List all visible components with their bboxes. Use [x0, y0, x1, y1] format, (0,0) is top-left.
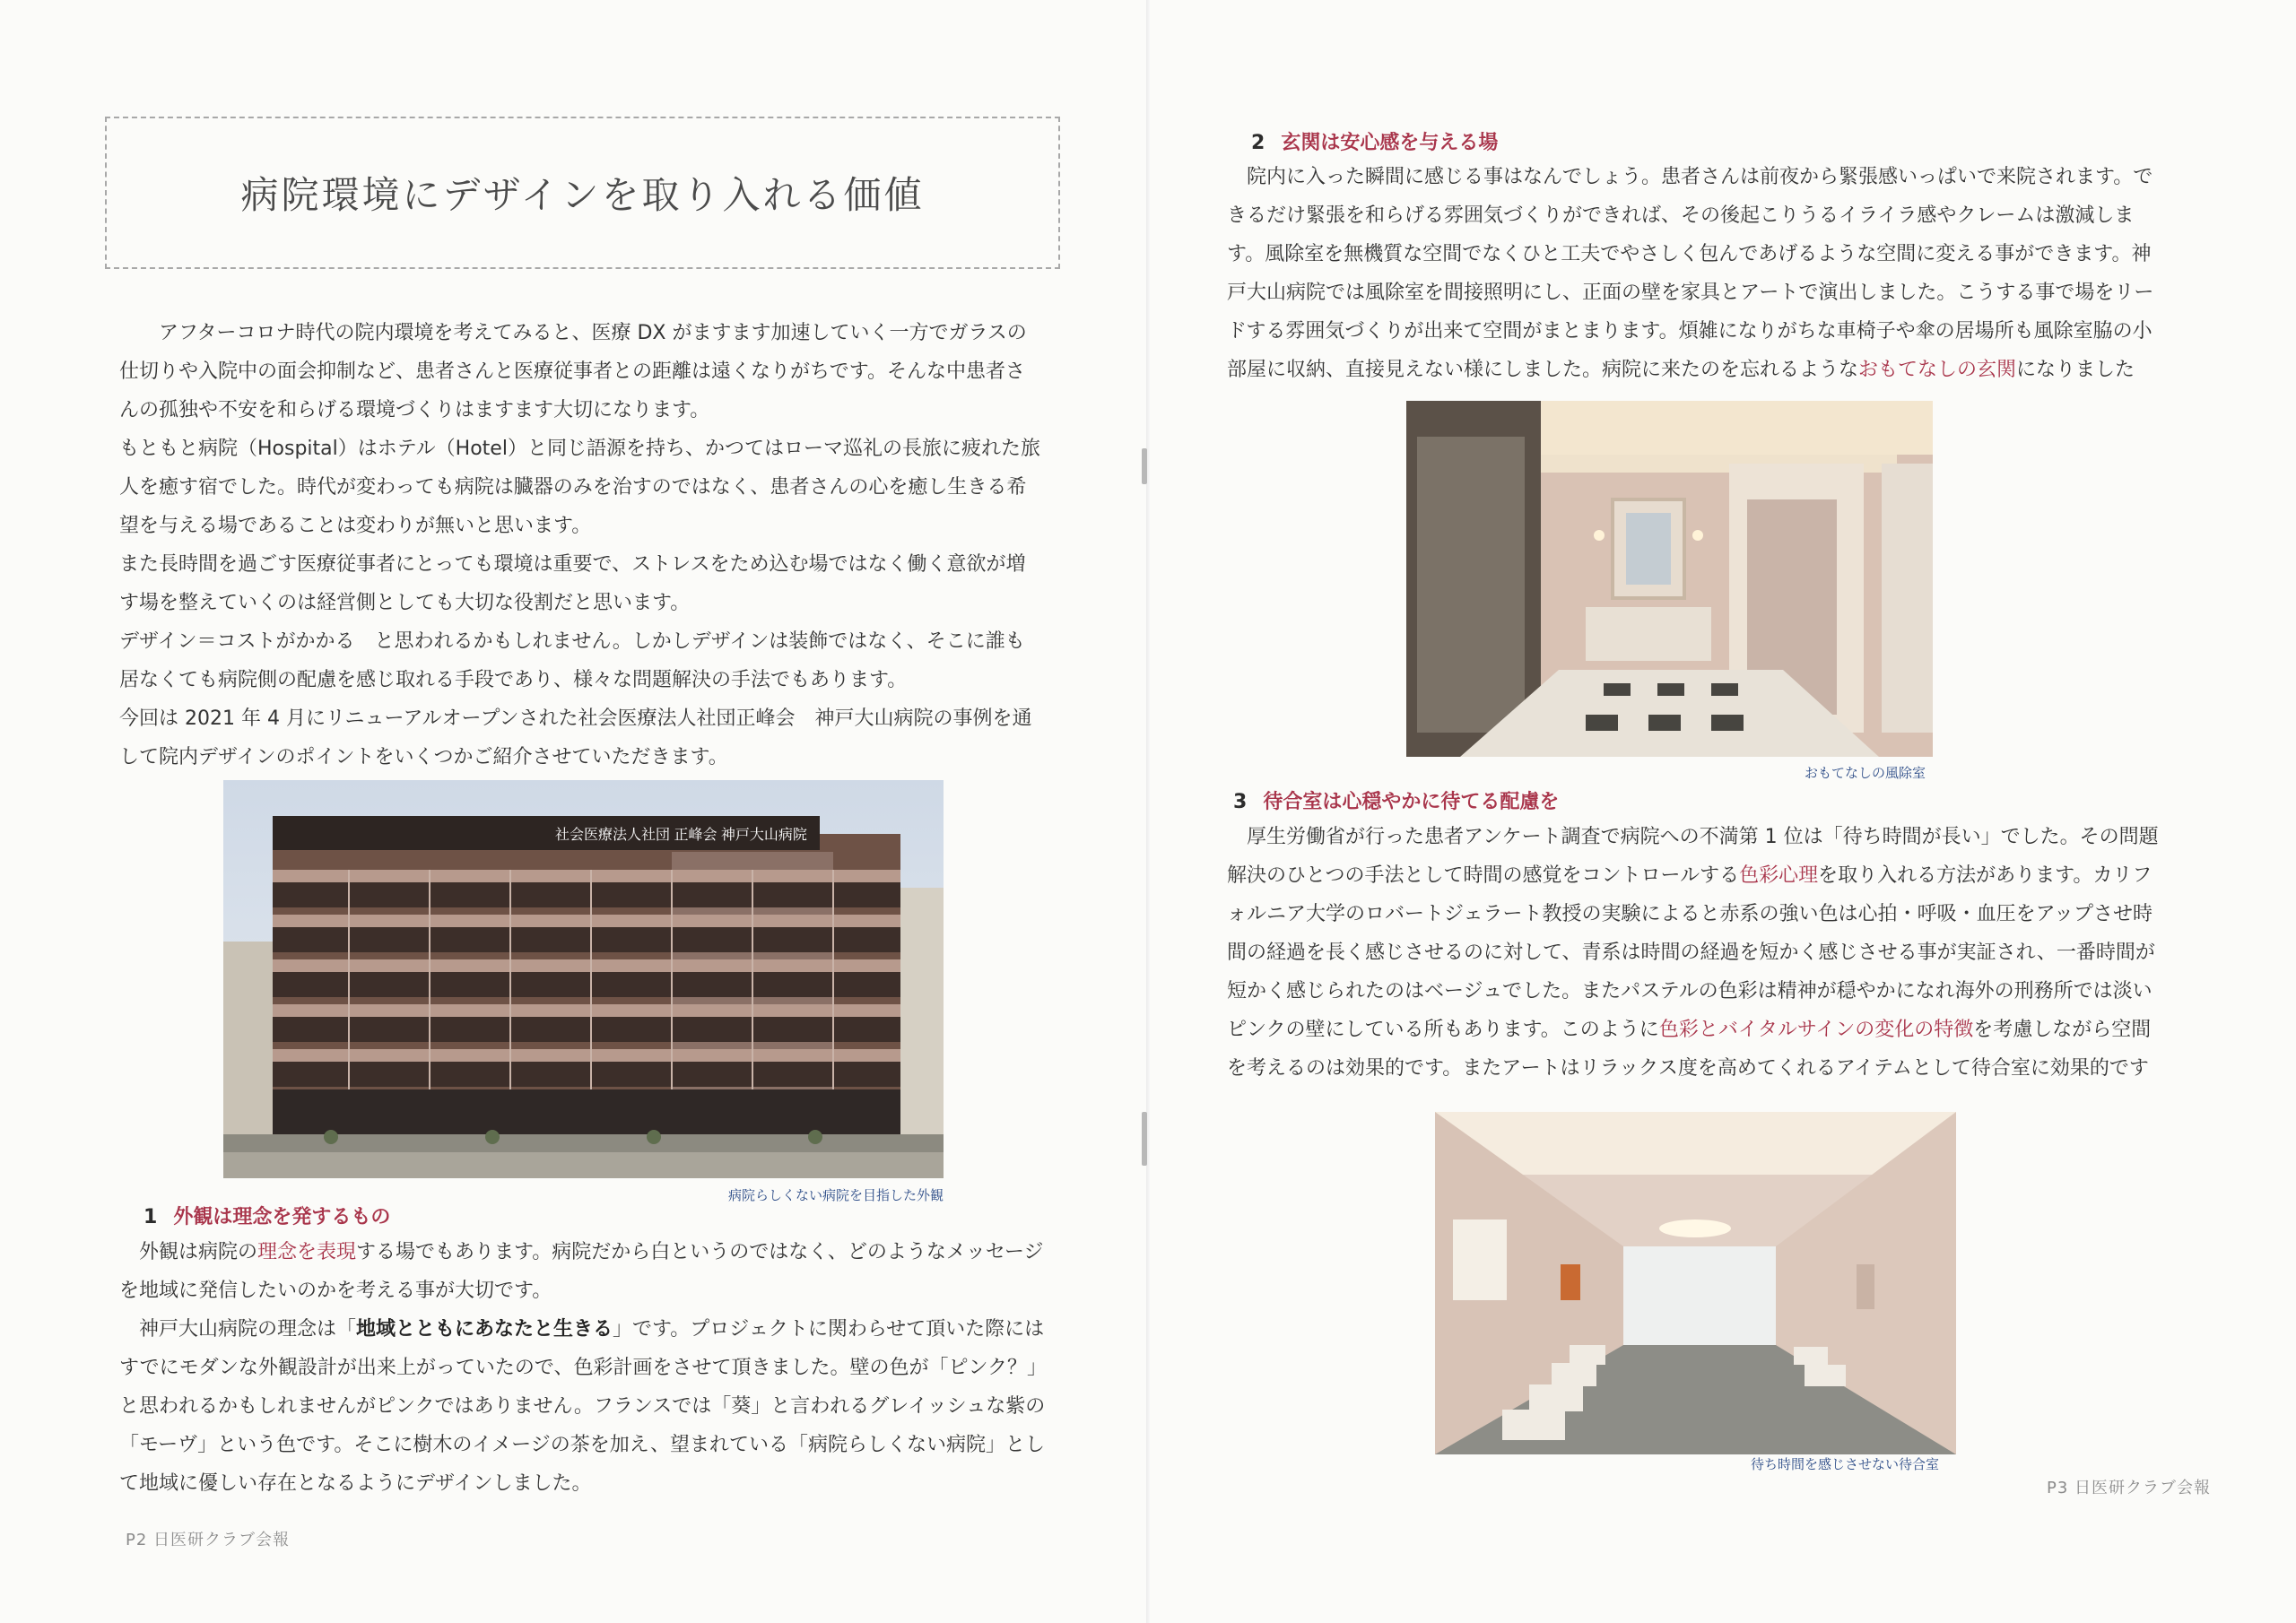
section-1-p2-bold: 地域とともにあなたと生きる [356, 1318, 613, 1341]
section-3-emphasis-2: 色彩とバイタルサインの変化の特徴 [1658, 1019, 1974, 1041]
section-2-heading [1251, 127, 1498, 155]
entrance-vestibule-photo [1406, 401, 1933, 757]
section-1-number: 1 [144, 1206, 158, 1228]
article-title: 病院環境にデザインを取り入れる価値 [240, 173, 925, 217]
intro-paragraph-3: また長時間を過ごす医療従事者にとっても環境は重要で、ストレスをため込む場ではなく働く意欲が増す場を整えていくのは経営側としても大切な役割だと思います。 [119, 553, 1026, 614]
section-1-paragraph-1 [119, 1233, 1052, 1310]
waiting-room-photo [1435, 1112, 1956, 1454]
article-title-box [105, 117, 1060, 269]
section-3-number: 3 [1233, 791, 1248, 813]
section-3-emphasis-1: 色彩心理 [1739, 864, 1819, 887]
section-2-number: 2 [1251, 132, 1265, 154]
left-page [0, 0, 1146, 1623]
section-1-text [119, 1233, 1052, 1503]
right-page-footer: P3 日医研クラブ会報 [2047, 1479, 2212, 1497]
intro-paragraph-2: もともと病院（Hospital）はホテル（Hotel）と同じ語源を持ち、かつてはローマ巡礼の長旅に疲れた旅人を癒す宿でした。時代が変わっても病院は臓器のみを治すのではなく、患者さんの心を癒し生きる希望を与える場であることは変わりが無いと思います。 [119, 438, 1040, 537]
intro-paragraph-5: 今回は 2021 年 4 月にリニューアルオープンされた社会医療法人社団正峰会 神戸大山病院の事例を通して院内デザインのポイントをいくつかご紹介させていただきます。 [119, 707, 1032, 768]
section-2-text-b: になりました [2016, 359, 2135, 381]
vestibule-photo-caption: おもてなしの風除室 [1805, 765, 1926, 781]
section-2-text [1227, 158, 2160, 389]
section-1-p2-text-a: 神戸大山病院の理念は「 [139, 1318, 357, 1341]
section-3-title: 待合室は心穏やかに待てる配慮を [1263, 791, 1560, 813]
section-1-paragraph-2 [119, 1310, 1052, 1503]
section-2-title: 玄関は安心感を与える場 [1281, 132, 1499, 154]
section-2-text-a: 院内に入った瞬間に感じる事はなんでしょう。患者さんは前夜から緊張感いっぱいで来院されます。できるだけ緊張を和らげる雰囲気づくりができれば、その後起こりうるイライラ感やクレームは激減します。風除室を無機質な空間でなくひと工夫でやさしく包んであげるような空間に変える事ができます。神戸大山病院では風除室を間接照明にし、正面の壁を家具とアートで演出しました。こうする事で場をリードする雰囲気づくりが出来て空間がまとまります。煩雑になりがちな車椅子や傘の居場所も風除室脇の小部屋に収納、直接見えない様にしました。病院に来たのを忘れるような [1227, 166, 2154, 381]
section-1-p1-text-b: する場でもあります。病院だから白というのではなく、どのようなメッセージを地域に発信したいのかを考える事が大切です。 [119, 1241, 1044, 1302]
section-3-text-a: 厚生労働省が行った患者アンケート調査で病院への不満第 1 位は「待ち時間が長い」でした。その問題解決のひとつの手法として時間の感覚をコントロールする [1227, 826, 2159, 887]
binding-mark-top [1142, 448, 1147, 484]
section-3-text-b: を取り入れる方法があります。カリフォルニア大学のロバートジェラート教授の実験によると赤系の強い色は心拍・呼吸・血圧をアップさせ時間の経過を長く感じさせるのに対して、青系は時間の経過を短かく感じさせる事が実証され、一番時間が短かく感じられたのはベージュでした。またパステルの色彩は精神が穏やかになれ海外の刑務所では淡いピンクの壁にしている所もあります。このように [1227, 864, 2155, 1041]
building-sign: 社会医療法人社団 正峰会 神戸大山病院 [555, 828, 807, 843]
binding-mark-bottom [1142, 1112, 1147, 1166]
section-3-heading [1233, 786, 1559, 814]
section-1-p2-text-b: 」です。プロジェクトに関わらせて頂いた際にはすでにモダンな外観設計が出来上がっていたので、色彩計画をさせて頂きました。壁の色が「ピンク？」と思われるかもしれませんがピンクではありません。フランスでは「葵」と言われるグレイッシュな紫の「モーヴ」という色です。そこに樹木のイメージの茶を加え、望まれている「病院らしくない病院」として地域に優しい存在となるようにデザインしました。 [119, 1318, 1048, 1495]
waiting-room-photo-caption: 待ち時間を感じさせない待合室 [1751, 1456, 1940, 1472]
intro-text [119, 314, 1043, 777]
intro-paragraph-1: アフターコロナ時代の院内環境を考えてみると、医療 DX がますます加速していく一方でガラスの仕切りや入院中の面会抑制など、患者さんと医療従事者との距離は遠くなりがちです。そんな中患者さんの孤独や不安を和らげる環境づくりはますます大切になります。 [119, 322, 1027, 421]
section-1-p1-emphasis: 理念を表現 [257, 1241, 357, 1263]
section-1-p1-text-a: 外観は病院の [139, 1241, 258, 1263]
right-page [1150, 0, 2296, 1623]
section-3-text-c: を考慮しながら空間を考えるのは効果的です。またアートはリラックス度を高めてくれるアイテムとして待合室に効果的です [1227, 1019, 2152, 1080]
section-3-paragraph [1227, 818, 2160, 1088]
section-1-title: 外観は理念を発するもの [173, 1206, 391, 1228]
section-3-text [1227, 818, 2160, 1088]
left-page-footer: P2 日医研クラブ会報 [126, 1531, 291, 1549]
section-1-heading [144, 1202, 390, 1229]
section-2-paragraph [1227, 158, 2160, 389]
intro-paragraph-4: デザイン＝コストがかかる と思われるかもしれません。しかしデザインは装飾ではなく、そこに誰も居なくても病院側の配慮を感じ取れる手段であり、様々な問題解決の手法でもあります。 [119, 630, 1025, 691]
section-2-emphasis: おもてなしの玄関 [1858, 359, 2017, 381]
hospital-exterior-photo [223, 780, 944, 1178]
exterior-photo-caption: 病院らしくない病院を目指した外観 [728, 1187, 944, 1203]
